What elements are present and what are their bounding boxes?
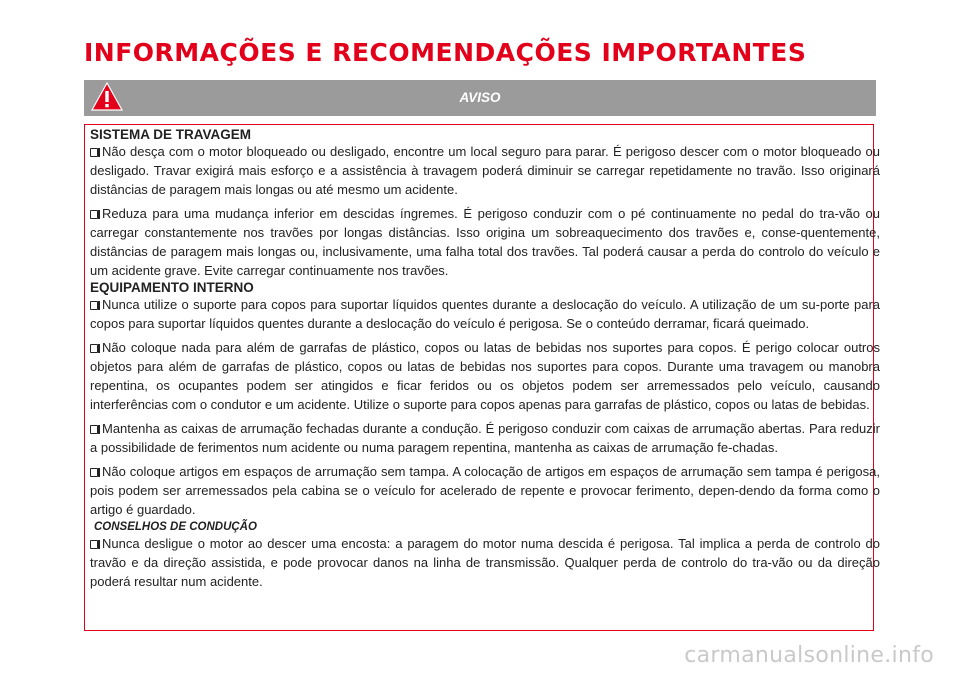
paragraph-text: Não coloque artigos em espaços de arrumação sem tampa. A colocação de artigos em espaços de arrumação sem tampa é perigosa, pois podem ser arremessados pela cabina se o veículo for acelerado de repente e provocar ferimento, depen-dendo da forma como o artigo é guardado.	[90, 464, 880, 517]
paragraph	[90, 142, 880, 199]
paragraph-text: Não coloque nada para além de garrafas de plástico, copos ou latas de bebidas nos suportes para copos. É perigo colocar outros objetos para além de garrafas de plástico, copos ou latas de bebidas nos suportes para copos. Durante uma travagem ou manobra repentina, os ocupantes podem ser atingidos e ficar feridos ou os objetos podem ser arremessados pelo veículo, causando interferências com o condutor e um acidente. Utilize o suporte para copos apenas para garrafas de plástico, copos ou latas de bebidas.	[90, 340, 880, 412]
paragraph	[90, 462, 880, 519]
paragraph	[90, 534, 880, 591]
paragraph-text: Não desça com o motor bloqueado ou desligado, encontre um local seguro para parar. É perigoso descer com o motor bloqueado ou desligado. Travar exigirá mais esforço e a assistência à travagem poderá diminuir se carregar repetidamente no travão. Isso originará distâncias de paragem mais longas ou até mesmo um acidente.	[90, 144, 880, 197]
section-heading-braking: SISTEMA DE TRAVAGEM	[90, 127, 252, 142]
warning-label: AVISO	[459, 90, 501, 105]
checkbox-bullet-icon	[90, 468, 98, 477]
checkbox-bullet-icon	[90, 425, 98, 434]
section-heading-driving-tips: CONSELHOS DE CONDUÇÃO	[94, 521, 257, 533]
checkbox-bullet-icon	[90, 301, 98, 310]
paragraph-text: Nunca utilize o suporte para copos para suportar líquidos quentes durante a deslocação do veículo. A utilização de um su-porte para copos para suportar líquidos quentes durante a deslocação do veículo é perigosa. Se o conteúdo derramar, ficará queimado.	[90, 297, 880, 331]
paragraph	[90, 338, 880, 414]
checkbox-bullet-icon	[90, 148, 98, 157]
paragraph-text: Reduza para uma mudança inferior em descidas íngremes. É perigoso conduzir com o pé continuamente no pedal do tra-vão ou carregar constantemente nos travões por longas distâncias. Isso origina um sobreaquecimento dos travões e, conse-quentemente, distâncias de paragem mais longas ou, inclusivamente, uma falha total dos travões. Tal poderá causar a perda do controlo do veículo e um acidente grave. Evite carregar continuamente nos travões.	[90, 206, 880, 278]
paragraph	[90, 419, 880, 457]
checkbox-bullet-icon	[90, 210, 98, 219]
watermark: carmanualsonline.info	[684, 643, 934, 668]
checkbox-bullet-icon	[90, 344, 98, 353]
paragraph-text: Mantenha as caixas de arrumação fechadas durante a condução. É perigoso conduzir com caixas de arrumação abertas. Para reduzir a possibilidade de ferimentos num acidente ou numa paragem repentina, mantenha as caixas de arrumação fe-chadas.	[90, 421, 880, 455]
paragraph	[90, 295, 880, 333]
checkbox-bullet-icon	[90, 540, 98, 549]
warning-banner	[84, 80, 876, 116]
content-area	[90, 127, 880, 591]
section-heading-interior: EQUIPAMENTO INTERNO	[90, 280, 254, 295]
page-title: INFORMAÇÕES E RECOMENDAÇÕES IMPORTANTES	[84, 38, 807, 67]
paragraph	[90, 204, 880, 280]
paragraph-text: Nunca desligue o motor ao descer uma encosta: a paragem do motor numa descida é perigosa. Tal implica a perda de controlo do travão e da direção assistida, e pode provocar danos na linha de transmissão. Qualquer perda de controlo do tra-vão ou da direção poderá resultar num acidente.	[90, 536, 880, 589]
